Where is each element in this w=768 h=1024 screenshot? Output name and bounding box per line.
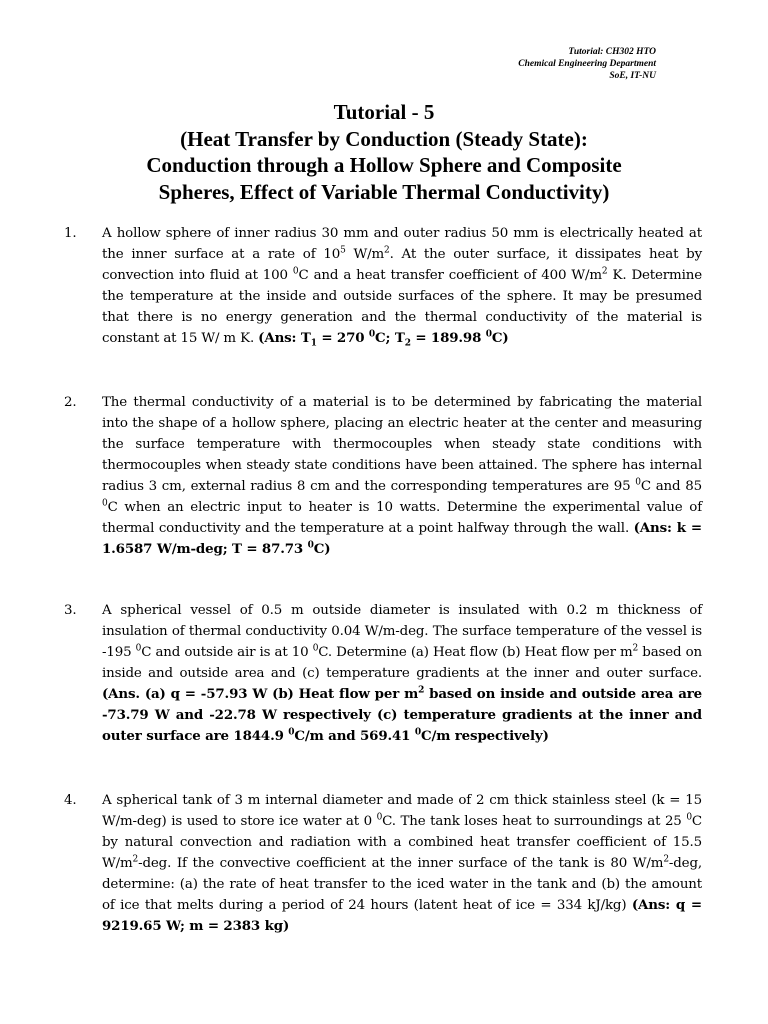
question-text: A spherical vessel of 0.5 m outside diameter is insulated with 0.2 m thickness of insulation of thermal conductivity 0.04 W/m-deg. The surface temperature of the vessel is -195 $^0$C and outside air is at 10 $^0$C. Determine (a) Heat flow (b) Heat flow per $m^2$ based on inside and outside area and (c) temperature gradients at the inner and outer surface. (Ans. (a) q = -57.93 W (b) Heat flow per $m^2$ based on inside and outside area are -73.79 W and -22.78 W respectively (c) temperature gradients at the inner and outer surface are 1844.9 $^0$C/m and 569.41 $^0$C/m respectively) [102,603,702,744]
title-line-4: Spheres, Effect of Variable Thermal Conductivity) [158,179,610,204]
header-department: Chemical Engineering Department [518,59,656,69]
question-text: A spherical tank of 3 m internal diameter and made of 2 cm thick stainless steel (k = 15 W/m-deg) is used to store ice water at 0 $^0$C. The tank loses heat to surroundings at 25 $^0$C by natural convection and radiation with a combined heat transfer coefficient of 15.5 $W/m^2$-deg. If the convective coefficient at the inner surface of the tank is 80 $W/m^2$-deg, determine: (a) the rate of heat transfer to the iced water in the tank and (b) the amount of ice that melts during a period of 24 hours (latent heat of ice = 334 kJ/kg) (Ans: q = 9219.65 W; m = 2383 kg) [102,793,703,934]
title-tutorial-number: Tutorial - 5 [333,100,435,124]
course-header [518,46,656,82]
question-number: 4. [64,793,77,808]
answer: (Ans: k = 1.6587 W/m-deg; T = 87.73 $^0$C) [102,520,702,557]
title-line-2: (Heat Transfer by Conduction (Steady State): [180,126,588,151]
tutorial-title [60,99,708,205]
answer: (Ans. (a) q = -57.93 W (b) Heat flow per $m^2$ based on inside and outside area are -73.79 W and -22.78 W respectively (c) temperature gradients at the inner and outer surface are 1844.9 $^0$C/m and 569.41 $^0$C/m respectively) [102,685,702,744]
header-institute: SoE, IT-NU [609,71,656,81]
question-number: 2. [64,395,77,410]
question-text: The thermal conductivity of a material is to be determined by fabricating the material into the shape of a hollow sphere, placing an electric heater at the center and measuring the surface temperature with thermocouples when steady state conditions with thermocouples when steady state conditions have been attained. The sphere has internal radius 3 cm, external radius 8 cm and the corresponding temperatures are 95 $^0$C and 85 $^0$C when an electric input to heater is 10 watts. Determine the experimental value of thermal conductivity and the temperature at a point halfway through the wall. (Ans: k = 1.6587 W/m-deg; T = 87.73 $^0$C) [102,395,702,557]
question-number: 1. [64,226,77,241]
answer: (Ans: $T_1 = 270$ $^0$C; $T_2 = 189.98$ $^0$C) [258,329,509,349]
header-course-code: Tutorial: CH302 HTO [568,47,656,57]
answer: (Ans: q = 9219.65 W; m = 2383 kg) [102,897,703,934]
question-number: 3. [64,603,77,618]
title-line-3: Conduction through a Hollow Sphere and Composite [146,153,622,177]
question-text: A hollow sphere of inner radius 30 mm and outer radius 50 mm is electrically heated at the inner surface at a rate of $10^5$ $W/m^2$. At the outer surface, it dissipates heat by convection into fluid at 100 $^0$C and a heat transfer coefficient of 400 $W/m^2$ K. Determine the temperature at the inside and outside surfaces of the sphere. It may be presumed that there is no energy generation and the thermal conductivity of the material is constant at 15 W/ m K. (Ans: $T_1 = 270$ $^0$C; $T_2 = 189.98$ $^0$C) [102,226,702,349]
